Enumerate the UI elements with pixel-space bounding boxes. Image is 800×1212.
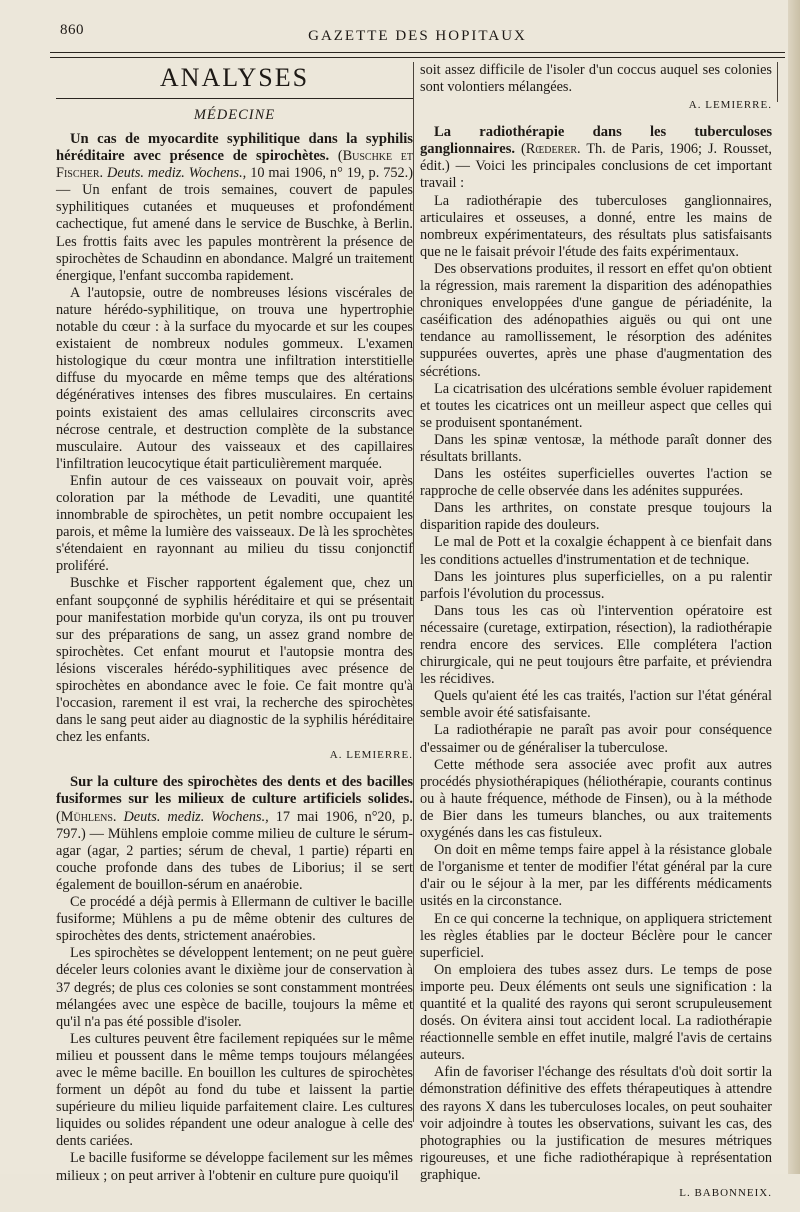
- article-signature: A. LEMIERRE.: [329, 749, 413, 762]
- article-paragraph: Dans les spinæ ventosæ, la méthode paraît donner des résultats brillants.: [420, 431, 772, 465]
- article-reference: 17 mai 1906, n°20, p. 797.) —: [56, 808, 414, 842]
- article-signature: L. BABONNEIX.: [679, 1187, 772, 1199]
- article-paragraph: Dans les ostéites superficielles ouvertes l'action se rapproche de celle observée dans les adénites suppurées.: [420, 466, 772, 500]
- article-title: Sur la culture des spirochètes des dents et des bacilles fusiformes sur les milieux de culture artificiels solides.: [56, 774, 413, 808]
- article-text: Mühlens emploie comme milieu de culture le sérum-agar (agar, 2 parties; sérum de cheval, 1 partie) réparti en couche profonde dans des tubes de Liborius; il se sert également de bouillon-sérum en anaérobie.: [56, 825, 413, 893]
- article-paragraph: Dans tous les cas où l'intervention opératoire est nécessaire (curetage, extirpation, résection), la radiothérapie rendra encore des services. Elle complétera l'action chirurgicale, qui ne peut toujours être parfaite, et préviendra les récidives.: [420, 602, 772, 688]
- article-paragraph: Quels qu'aient été les cas traités, l'action sur l'état général semble avoir été satisfaisante.: [420, 688, 772, 722]
- article-myocardite: [56, 131, 413, 764]
- article-paragraph: [56, 131, 413, 285]
- article-reference: 10 mai 1906, n° 19, p. 752.) —: [56, 165, 414, 199]
- subsection-title: MÉDECINE: [193, 107, 276, 123]
- page-edge: [788, 0, 800, 1174]
- page-header: [50, 22, 785, 62]
- article-signature: A. LEMIERRE.: [688, 99, 772, 112]
- article-paragraph: A l'autopsie, outre de nombreuses lésions viscérales de nature hérédo-syphilitique, on trouva une hypertrophie notable du cœur : à la surface du myocarde et sur les coupes existaient de nombreux nodules gommeux. L'examen histologique du cœur montra une infiltration interstitielle diffuse du myocarde en même temps que des altérations dégénératives intenses des fibres musculaires. En certains points existaient des amas cellulaires circonscrits avec nécrose centrale, et destruction complète de la substance musculaire. Autour des vaisseaux et des capillaires l'infiltration leucocytique était particulièrement marquée.: [56, 284, 413, 472]
- article-journal: Deuts. mediz. Wochens.,: [123, 808, 269, 825]
- header-rule: [50, 52, 785, 58]
- article-text: Un enfant de trois semaines, couvert de papules syphilitiques cutanées et muqueuses et profondément cachectique, fut amené dans le service de Buschke, à Berlin. Les frottis faits avec les papules montrèrent la présence de spirochètes de Schaudinn en abondance. Malgré un traitement énergique, l'enfant succomba rapidement.: [56, 182, 413, 284]
- article-paragraph: Dans les jointures plus superficielles, on a pu ralentir parfois l'évolution du processus.: [420, 568, 772, 602]
- article-text: Voici les principales conclusions de cet important travail :: [420, 158, 772, 192]
- article-authors: (Rœderer.: [521, 141, 581, 158]
- article-paragraph: [420, 124, 772, 192]
- article-authors: (Mühlens.: [56, 808, 117, 825]
- article-paragraph: En ce qui concerne la technique, on appliquera strictement les règles établies par le docteur Béclère pour le cancer superficiel.: [420, 910, 772, 961]
- article-paragraph: La radiothérapie ne paraît pas avoir pour conséquence d'essaimer ou de généraliser la tuberculose.: [420, 722, 772, 756]
- article-paragraph: La radiothérapie des tuberculoses ganglionnaires, articulaires et osseuses, a donné, entre les mains de nombreux expérimentateurs, des résultats plus satisfaisants que ne le faisait prévoir l'étude des faits expérimentaux.: [420, 192, 772, 260]
- article-paragraph: Les spirochètes se développent lentement; on ne peut guère déceler leurs colonies avant le dixième jour de conservation à 37 degrés; de plus ces colonies se sont constamment montrées mélangées avec une espèce de bacille, toujours la même et qu'il n'a pas été possible d'isoler.: [56, 945, 413, 1030]
- section-rule: [56, 98, 413, 101]
- article-paragraph: Afin de favoriser l'échange des résultats d'où doit sortir la démonstration définitive des effets thérapeutiques à attendre des rayons X dans les tuberculoses locales, on peut souhaiter voir adjoindre à toutes les observations, suivant les cas, des photographies ou la justification de mesures métriques rigoureuses, et une fiche radiothérapique à représentation graphique.: [420, 1064, 772, 1183]
- article-paragraph: Des observations produites, il ressort en effet qu'on obtient la régression, mais rarement la disparition des adénopathies chroniques enveloppées d'une gangue de périadénite, la caséification des adénopathies aiguës ou qui ont une tendance au ramollissement, le résorption des adénites suppurées ouvertes, après une phase d'augmentation des sécrétions.: [420, 260, 772, 380]
- article-reference: Th. de Paris, 1906; J. Rousset, édit.) —: [420, 141, 772, 175]
- article-continuation: soit assez difficile de l'isoler d'un coccus auquel ses colonies sont volontiers mélangées.: [420, 62, 772, 96]
- article-radiotherapie: [420, 124, 772, 1202]
- article-paragraph: On emploiera des tubes assez durs. Le temps de pose importe peu. Deux éléments ont seuls une signification : la quantité et la qualité des rayons qui seront scrupuleusement dosés. On évitera ainsi tout accident local. La radiothérapie réactionnelle semble en effet inutile, malgré l'avis de certains auteurs.: [420, 961, 772, 1064]
- left-column: [56, 62, 413, 1185]
- article-paragraph: Le bacille fusiforme se développe facilement sur les mêmes milieux ; on peut arriver à l'obtenir en culture pure quoiqu'il: [56, 1150, 413, 1184]
- page-number: 860: [60, 22, 84, 38]
- article-paragraph: Cette méthode sera associée avec profit aux autres procédés physiothérapiques (héliothérapie, courants continus ou à haute fréquence, méthode de Finsen), ou à la méthode de Bier dans les tumeurs blanches, ou aux traitements oxygénés dans les cas fistuleux.: [420, 756, 772, 842]
- article-paragraph: Ce procédé a déjà permis à Ellermann de cultiver le bacille fusiforme; Mühlens a pu de même obtenir des cultures de spirochètes des dents, strictement anaérobies.: [56, 894, 413, 945]
- article-paragraph: Le mal de Pott et la coxalgie échappent à ce bienfait dans les conditions actuelles d'instrumentation et de technique.: [420, 534, 772, 568]
- column-rule: [413, 62, 414, 1122]
- article-title: La radiothérapie dans les tuberculoses ganglionnaires.: [420, 124, 772, 158]
- article-journal: Deuts. mediz. Wochens.,: [107, 165, 247, 182]
- article-authors: (Buschke et Fischer.: [56, 148, 413, 182]
- right-margin-rule: [777, 62, 778, 102]
- running-title: GAZETTE DES HOPITAUX: [308, 28, 527, 44]
- article-paragraph: Dans les arthrites, on constate presque toujours la disparition rapide des douleurs.: [420, 500, 772, 534]
- article-paragraph: Les cultures peuvent être facilement repiquées sur le même milieu et poussent dans le même temps toujours mélangées avec le même bacille. En bouillon les cultures de spirochètes forment un dépôt au fond du tube et laissent la partie supérieure du milieu liquide parfaitement claire. Les cultures liquides ou solides répandent une odeur analogue à celle des dents cariées.: [56, 1030, 413, 1150]
- article-paragraph: Enfin autour de ces vaisseaux on pouvait voir, après coloration par la méthode de Levaditi, une quantité innombrable de spirochètes, un petit nombre occupaient les parois, et même la lumière des vaisseaux. De là les sprochètes s'étendaient en rayonnant au milieu du tissu conjonctif proliféré.: [56, 472, 413, 575]
- right-column: [420, 62, 772, 1212]
- article-spirochetes-culture: [56, 774, 413, 1184]
- article-paragraph: Buschke et Fischer rapportent également que, chez un enfant soupçonné de syphilis héréditaire et qui se présentait pour manifestation morbide qu'un coryza, ils ont pu trouver sur des préparations de sang, un assez grand nombre de spirochètes. Cet enfant mourut et l'autopsie montra des lésions viscerales hérédo-syphilitiques avec présence de spirochètes en abondance avec le foie. Ce fait montre qu'à l'occasion, rarement il est vrai, la recherche des spirochètes dans le sang peut aider au diagnostic de la syphilis héréditaire chez les enfants.: [56, 575, 413, 746]
- article-title: Un cas de myocardite syphilitique dans la syphilis héréditaire avec présence de spirochètes.: [56, 131, 413, 165]
- article-paragraph: [56, 774, 413, 894]
- article-paragraph: On doit en même temps faire appel à la résistance globale de l'organisme et tenter de modifier l'état général par la cure d'air ou le séjour à la mer, par les différents médicaments usités en la circonstance.: [420, 842, 772, 910]
- article-paragraph: La cicatrisation des ulcérations semble évoluer rapidement et toutes les cicatrices ont un meilleur aspect que celles qui se produisent spontanément.: [420, 380, 772, 431]
- section-title: ANALYSES: [159, 63, 310, 92]
